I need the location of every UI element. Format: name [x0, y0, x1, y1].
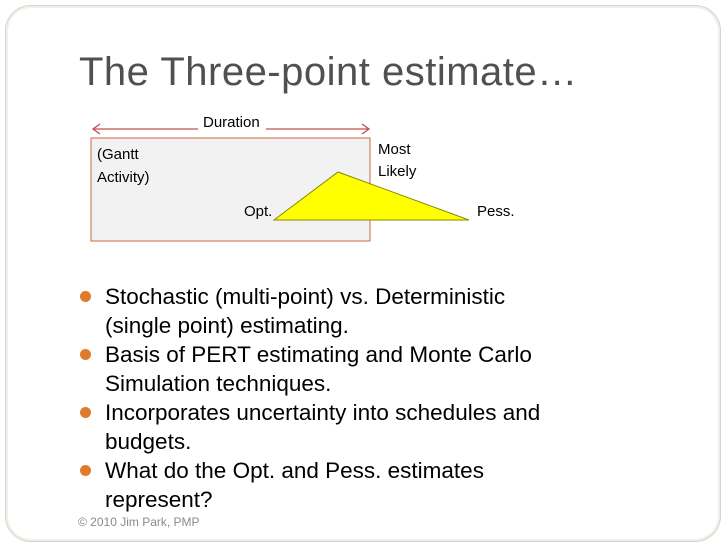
bullet-text: Simulation techniques. [105, 371, 332, 396]
bullet-text: budgets. [105, 429, 192, 454]
bullet-text: (single point) estimating. [105, 313, 349, 338]
bullet-text: What do the Opt. and Pess. estimates [105, 458, 484, 483]
duration-label: Duration [203, 114, 260, 131]
bullet-text: Basis of PERT estimating and Monte Carlo [105, 342, 532, 367]
bullet-item [80, 340, 640, 398]
bullet-text: Stochastic (multi-point) vs. Deterministic [105, 284, 506, 309]
bullet-dot-icon [80, 407, 91, 418]
opt-label: Opt. [244, 203, 273, 220]
pess-label: Pess. [477, 203, 515, 220]
bullet-item [80, 456, 640, 514]
most-likely-label-line2: Likely [378, 163, 417, 180]
bullet-list [80, 282, 640, 514]
bullet-item [80, 282, 640, 340]
gantt-activity-label-line1: (Gantt [97, 146, 139, 163]
bullet-text: Incorporates uncertainty into schedules and [105, 400, 541, 425]
bullet-item [80, 398, 640, 456]
bullet-dot-icon [80, 465, 91, 476]
gantt-activity-label-line2: Activity) [97, 169, 150, 186]
footer-copyright: © 2010 Jim Park, PMP [78, 515, 200, 529]
bullet-dot-icon [80, 349, 91, 360]
bullet-text: represent? [105, 487, 213, 512]
slide-title: The Three-point estimate… [79, 50, 578, 94]
bullet-dot-icon [80, 291, 91, 302]
most-likely-label-line1: Most [378, 141, 411, 158]
